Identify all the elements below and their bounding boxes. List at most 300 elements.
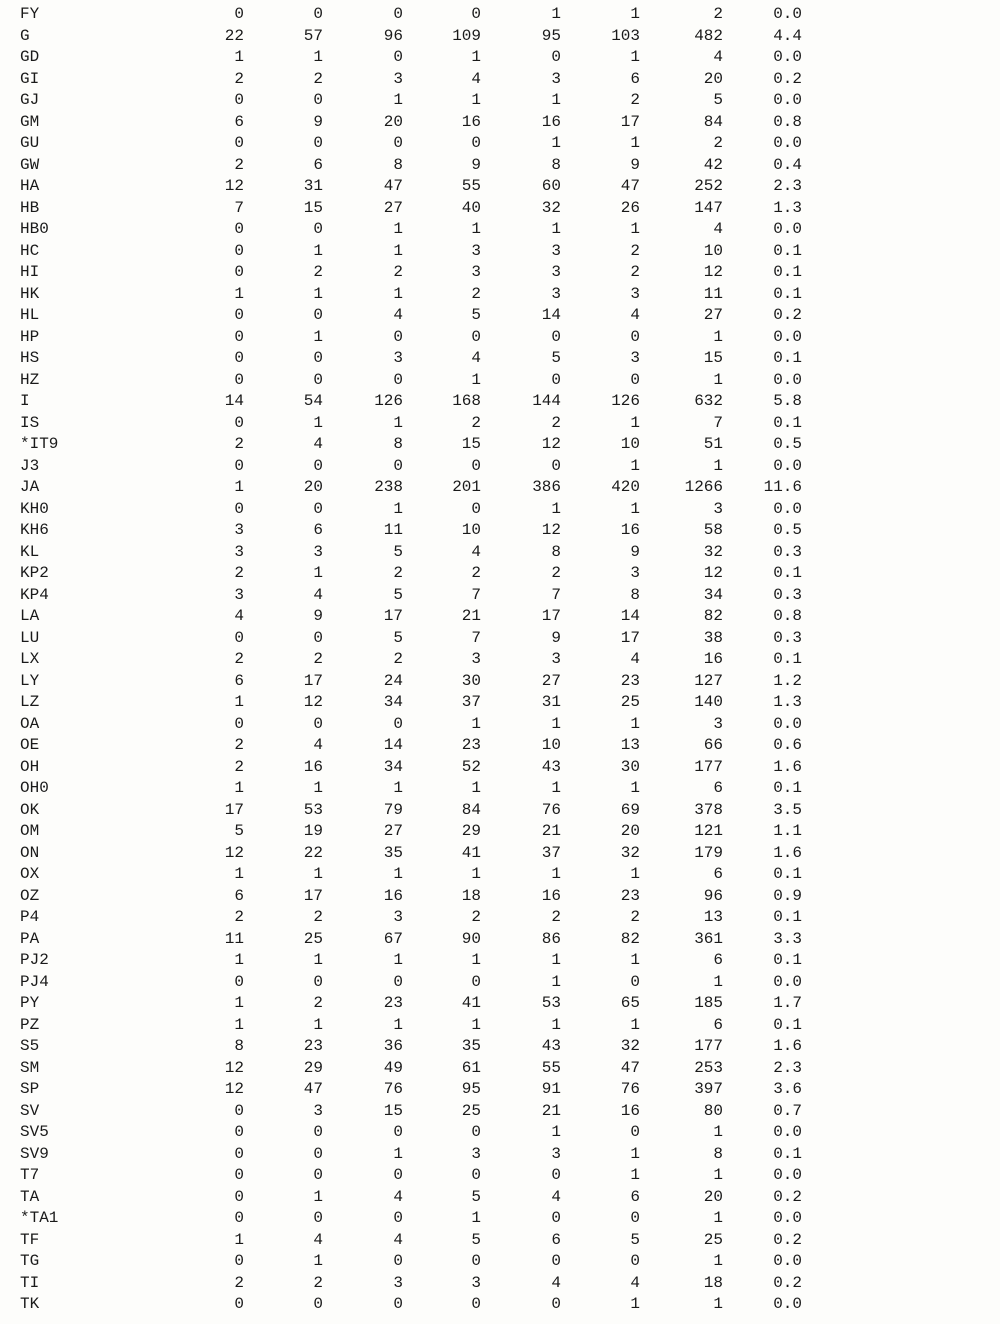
row-value-6: 2 [630,91,640,109]
row-value-4: 5 [471,1230,481,1249]
row-value-1: 17 [224,800,244,819]
row-value-8: 0.0 [773,714,802,733]
row-value-4: 2 [471,413,481,432]
row-value-3: 1 [393,951,403,969]
row-value-1: 0 [234,1101,244,1120]
row-value-1: 0 [234,1295,244,1313]
table-row [20,1122,802,1144]
row-value-1: 1 [234,284,244,303]
row-value-3: 49 [383,1058,403,1077]
row-value-5: 31 [541,693,561,711]
row-value-7: 11 [703,284,723,303]
row-value-7: 8 [713,1144,723,1163]
row-value-2: 6 [313,521,323,539]
row-value-6: 1 [630,5,640,23]
row-value-5: 1 [551,951,561,969]
row-value-7: 1 [713,1123,723,1141]
row-value-7: 42 [703,155,723,174]
row-value-7: 253 [694,1058,723,1077]
row-value-2: 0 [313,714,323,733]
table-row [20,1187,802,1209]
row-value-8: 0.2 [773,306,802,324]
row-value-2: 25 [303,929,323,948]
row-value-3: 3 [393,349,403,367]
row-code: IS [20,413,40,432]
row-value-6: 1 [630,413,640,432]
row-value-6: 1 [630,48,640,66]
table-row [20,413,802,435]
row-value-8: 1.6 [773,757,802,776]
row-value-4: 23 [461,736,481,754]
row-value-1: 7 [234,198,244,217]
row-value-7: 13 [703,908,723,926]
table-row [20,176,802,198]
row-value-2: 0 [313,306,323,324]
row-value-5: 144 [532,392,561,410]
row-value-6: 10 [620,435,640,453]
row-value-8: 0.0 [773,456,802,475]
row-value-1: 12 [224,1080,244,1098]
row-value-4: 95 [461,1080,481,1098]
row-value-7: 25 [703,1230,723,1249]
row-value-3: 20 [383,112,403,131]
row-value-8: 0.0 [773,327,802,346]
row-value-4: 10 [461,521,481,539]
row-value-1: 1 [234,951,244,969]
row-value-7: 1 [713,370,723,389]
row-code: PY [20,994,40,1012]
row-value-5: 7 [551,585,561,604]
row-value-5: 21 [541,1101,561,1120]
row-code: OZ [20,886,40,905]
row-value-8: 0.3 [773,542,802,561]
row-value-4: 5 [471,306,481,324]
row-value-7: 15 [703,349,723,367]
row-value-3: 16 [383,886,403,905]
row-value-5: 1 [551,91,561,109]
row-value-7: 18 [703,1273,723,1292]
row-value-4: 90 [461,929,481,948]
row-value-7: 140 [694,693,723,711]
row-value-4: 84 [461,800,481,819]
row-value-6: 69 [620,800,640,819]
table-row [20,714,802,736]
row-value-3: 27 [383,822,403,840]
table-row [20,112,802,134]
row-value-6: 0 [630,972,640,991]
row-code: P4 [20,908,40,926]
row-value-1: 12 [224,843,244,862]
row-value-4: 7 [471,628,481,647]
row-value-6: 16 [620,521,640,539]
table-row [20,950,802,972]
row-value-2: 0 [313,1144,323,1163]
row-value-5: 1 [551,865,561,883]
row-code: GJ [20,91,40,109]
row-value-7: 177 [694,1037,723,1055]
row-value-6: 47 [620,177,640,195]
row-value-8: 0.6 [773,736,802,754]
row-value-8: 1.3 [773,693,802,711]
table-row [20,1015,802,1037]
row-value-5: 60 [541,177,561,195]
row-value-8: 3.5 [773,800,802,819]
row-value-6: 0 [630,1123,640,1141]
row-value-1: 11 [224,929,244,948]
row-code: LZ [20,693,40,711]
row-code: OE [20,736,40,754]
row-value-3: 0 [393,1123,403,1141]
row-value-4: 40 [461,198,481,217]
row-value-5: 4 [551,1273,561,1292]
row-value-2: 1 [313,779,323,797]
table-row [20,198,802,220]
row-value-1: 0 [234,413,244,432]
row-value-2: 9 [313,607,323,625]
row-value-6: 1 [630,951,640,969]
row-value-4: 1 [471,779,481,797]
row-value-7: 127 [694,671,723,690]
table-row [20,1165,802,1187]
table-row [20,843,802,865]
row-value-2: 2 [313,69,323,88]
row-code: HI [20,263,40,281]
row-value-5: 43 [541,1037,561,1055]
row-value-1: 1 [234,693,244,711]
row-value-6: 0 [630,1252,640,1270]
row-value-3: 34 [383,757,403,776]
row-value-7: 2 [713,5,723,23]
row-code: OH [20,757,40,776]
row-value-5: 5 [551,349,561,367]
row-value-7: 12 [703,564,723,582]
row-value-2: 1 [313,1187,323,1206]
table-row [20,284,802,306]
row-value-6: 13 [620,736,640,754]
row-value-2: 1 [313,564,323,582]
row-code: *IT9 [20,435,59,453]
row-value-5: 1 [551,972,561,991]
table-row [20,778,802,800]
table-row [20,47,802,69]
row-value-2: 17 [303,671,323,690]
row-value-7: 397 [694,1080,723,1098]
row-value-8: 0.1 [773,951,802,969]
row-value-2: 2 [313,650,323,668]
row-value-6: 126 [611,392,640,410]
row-value-5: 32 [541,198,561,217]
row-code: TF [20,1230,40,1249]
table-row [20,1230,802,1252]
row-value-3: 47 [383,177,403,195]
row-value-1: 0 [234,370,244,389]
row-value-6: 1 [630,134,640,152]
row-value-7: 177 [694,757,723,776]
row-value-6: 3 [630,349,640,367]
row-value-2: 2 [313,263,323,281]
row-value-2: 0 [313,5,323,23]
row-value-7: 121 [694,822,723,840]
row-value-8: 0.0 [773,134,802,152]
row-value-2: 0 [313,349,323,367]
row-value-5: 76 [541,800,561,819]
row-code: TA [20,1187,40,1206]
row-value-1: 14 [224,392,244,410]
row-value-8: 0.0 [773,1123,802,1141]
row-value-6: 20 [620,822,640,840]
row-value-2: 1 [313,1252,323,1270]
row-value-4: 41 [461,843,481,862]
row-value-8: 0.0 [773,91,802,109]
row-value-7: 3 [713,714,723,733]
row-value-6: 1 [630,1166,640,1184]
row-value-8: 0.5 [773,521,802,539]
row-code: SM [20,1058,40,1077]
row-value-1: 2 [234,1273,244,1292]
row-value-3: 0 [393,972,403,991]
row-value-7: 4 [713,48,723,66]
row-value-2: 0 [313,1123,323,1141]
table-row [20,972,802,994]
row-value-3: 1 [393,220,403,238]
table-row [20,1058,802,1080]
row-value-1: 0 [234,5,244,23]
table-row [20,563,802,585]
row-value-6: 82 [620,929,640,948]
row-value-4: 9 [471,155,481,174]
table-row [20,585,802,607]
row-value-8: 0.0 [773,1209,802,1227]
row-value-6: 1 [630,779,640,797]
row-value-6: 3 [630,284,640,303]
row-value-7: 27 [703,306,723,324]
row-value-7: 6 [713,779,723,797]
row-value-8: 2.3 [773,1058,802,1077]
row-value-6: 65 [620,994,640,1012]
row-value-3: 96 [383,26,403,45]
row-value-1: 5 [234,822,244,840]
row-value-5: 8 [551,155,561,174]
row-value-8: 0.1 [773,564,802,582]
row-value-4: 18 [461,886,481,905]
row-value-6: 16 [620,1101,640,1120]
row-value-2: 0 [313,972,323,991]
row-value-3: 2 [393,564,403,582]
row-value-7: 1 [713,1252,723,1270]
row-value-7: 185 [694,994,723,1012]
table-row [20,477,802,499]
row-value-2: 1 [313,284,323,303]
row-value-6: 0 [630,327,640,346]
row-value-5: 95 [541,26,561,45]
row-value-3: 8 [393,435,403,453]
row-value-4: 201 [452,478,481,496]
row-code: GD [20,48,40,66]
row-value-1: 0 [234,714,244,733]
row-value-8: 0.8 [773,112,802,131]
row-value-3: 0 [393,1166,403,1184]
row-value-4: 21 [461,607,481,625]
row-value-3: 3 [393,69,403,88]
row-value-4: 0 [471,456,481,475]
row-value-8: 0.2 [773,1230,802,1249]
row-value-4: 3 [471,263,481,281]
row-value-6: 2 [630,263,640,281]
row-value-8: 11.6 [763,478,802,496]
row-value-5: 6 [551,1230,561,1249]
row-value-5: 86 [541,929,561,948]
row-value-3: 1 [393,1144,403,1163]
row-value-4: 52 [461,757,481,776]
row-value-6: 1 [630,1015,640,1034]
row-value-3: 5 [393,628,403,647]
row-value-4: 41 [461,994,481,1012]
row-value-5: 1 [551,1123,561,1141]
row-value-6: 2 [630,908,640,926]
table-row [20,520,802,542]
row-value-2: 15 [303,198,323,217]
table-row [20,1036,802,1058]
row-value-3: 1 [393,779,403,797]
row-value-6: 25 [620,693,640,711]
row-value-2: 1 [313,327,323,346]
row-value-6: 1 [630,456,640,475]
row-value-1: 0 [234,349,244,367]
row-value-4: 2 [471,908,481,926]
row-value-8: 0.0 [773,1295,802,1313]
row-value-4: 0 [471,5,481,23]
row-code: KP2 [20,564,49,582]
row-code: SV9 [20,1144,49,1163]
row-code: G [20,26,30,45]
row-value-1: 0 [234,220,244,238]
row-value-5: 1 [551,779,561,797]
row-value-1: 0 [234,327,244,346]
row-value-1: 0 [234,499,244,518]
row-value-2: 0 [313,370,323,389]
row-code: LU [20,628,40,647]
row-value-7: 5 [713,91,723,109]
row-value-6: 6 [630,69,640,88]
row-value-3: 238 [374,478,403,496]
row-value-6: 32 [620,843,640,862]
row-value-7: 51 [703,435,723,453]
row-value-8: 0.0 [773,5,802,23]
row-value-2: 47 [303,1080,323,1098]
row-value-7: 3 [713,499,723,518]
row-value-3: 36 [383,1037,403,1055]
row-value-7: 1 [713,1209,723,1227]
row-value-7: 7 [713,413,723,432]
row-value-3: 1 [393,413,403,432]
row-value-3: 0 [393,5,403,23]
row-value-8: 0.2 [773,69,802,88]
row-value-2: 0 [313,499,323,518]
row-value-3: 23 [383,994,403,1012]
row-value-3: 14 [383,736,403,754]
row-value-8: 0.1 [773,284,802,303]
row-value-3: 0 [393,1209,403,1227]
row-value-6: 32 [620,1037,640,1055]
row-value-5: 3 [551,241,561,260]
row-value-2: 0 [313,134,323,152]
row-code: I [20,392,30,410]
row-value-1: 6 [234,112,244,131]
row-value-7: 147 [694,198,723,217]
row-value-2: 4 [313,736,323,754]
row-value-8: 5.8 [773,392,802,410]
table-row [20,821,802,843]
row-code: KH6 [20,521,49,539]
row-value-4: 3 [471,650,481,668]
row-value-5: 16 [541,886,561,905]
row-value-6: 0 [630,370,640,389]
table-row [20,1208,802,1230]
row-value-1: 0 [234,134,244,152]
row-code: LY [20,671,40,690]
row-code: ON [20,843,40,862]
row-value-5: 12 [541,521,561,539]
row-value-8: 0.4 [773,155,802,174]
row-value-8: 0.0 [773,1166,802,1184]
row-value-1: 2 [234,650,244,668]
row-value-4: 55 [461,177,481,195]
row-value-3: 0 [393,456,403,475]
row-value-1: 0 [234,306,244,324]
row-value-5: 3 [551,284,561,303]
row-value-7: 80 [703,1101,723,1120]
row-value-2: 1 [313,48,323,66]
row-value-8: 0.0 [773,1252,802,1270]
row-value-6: 1 [630,865,640,883]
row-code: PJ4 [20,972,49,991]
row-value-4: 0 [471,1123,481,1141]
row-value-2: 1 [313,413,323,432]
row-value-4: 1 [471,370,481,389]
row-value-3: 0 [393,714,403,733]
row-code: TK [20,1295,40,1313]
row-code: PA [20,929,40,948]
row-value-5: 53 [541,994,561,1012]
row-value-5: 37 [541,843,561,862]
row-value-8: 1.6 [773,843,802,862]
table-row [20,4,802,26]
row-value-3: 8 [393,155,403,174]
row-value-2: 22 [303,843,323,862]
row-code: SV5 [20,1123,49,1141]
table-row [20,542,802,564]
row-value-2: 2 [313,908,323,926]
row-value-7: 1 [713,456,723,475]
row-value-8: 0.1 [773,413,802,432]
row-value-6: 1 [630,1295,640,1313]
row-value-3: 1 [393,284,403,303]
row-value-2: 0 [313,1166,323,1184]
row-value-1: 0 [234,1209,244,1227]
row-value-4: 1 [471,48,481,66]
row-value-5: 55 [541,1058,561,1077]
row-value-1: 0 [234,1166,244,1184]
row-value-8: 0.1 [773,1015,802,1034]
row-value-7: 58 [703,521,723,539]
row-value-1: 0 [234,263,244,281]
row-value-4: 0 [471,1295,481,1313]
row-value-8: 0.3 [773,585,802,604]
row-value-3: 1 [393,241,403,260]
row-value-7: 66 [703,736,723,754]
row-code: GI [20,69,40,88]
table-row [20,628,802,650]
